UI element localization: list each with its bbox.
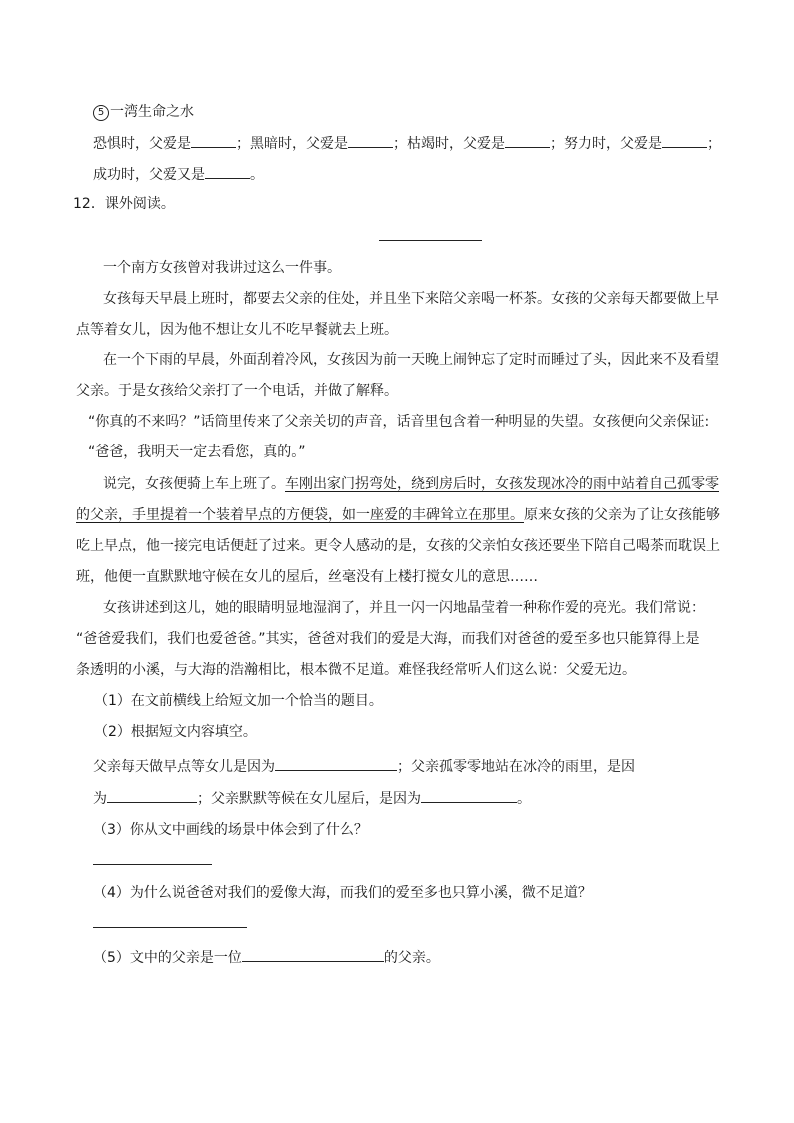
fill-text: ；父亲默默等候在女儿屋后，是因为: [197, 791, 421, 807]
question-2: （2）根据短文内容填空。: [94, 724, 257, 740]
fill-text: 。: [250, 167, 264, 183]
story-line: 点等着女儿，因为他不想让女儿不吃早餐就去上班。: [76, 322, 398, 338]
answer-blank[interactable]: [662, 132, 707, 148]
story-line: 女孩讲述到这儿，她的眼睛明显地湿润了，并且一闪一闪地晶莹着一种称作爱的亮光。我们常说：: [103, 600, 705, 616]
item-5-label: 一湾生命之水: [110, 104, 194, 120]
fill-row-2: [93, 163, 264, 183]
story-text: 说完，女孩便骑上车上班了。: [103, 476, 285, 492]
question-5: [93, 946, 440, 966]
answer-blank[interactable]: [242, 946, 384, 962]
item-5: [93, 102, 194, 122]
fill-text: ；枯竭时，父爱是: [393, 136, 505, 152]
story-line: “爸爸，我明天一定去看您，真的。”: [88, 444, 306, 460]
story-line: 班，他便一直默默地守候在女儿的屋后，丝毫没有上楼打搅女儿的意思……: [76, 569, 538, 585]
circled-number: 5: [93, 105, 109, 121]
fill-text: ；努力时，父爱是: [550, 136, 662, 152]
fill-text: ；: [707, 136, 721, 152]
title-blank[interactable]: [379, 240, 482, 241]
story-line: “爸爸爱我们，我们也爱爸爸。”其实，爸爸对我们的爱是大海，而我们对爸爸的爱至多也只能算得上是: [76, 631, 700, 647]
answer-blank[interactable]: [275, 755, 397, 771]
fill-text: ；父亲孤零零地站在冰冷的雨里，是因: [397, 759, 635, 775]
story-line: [103, 474, 719, 494]
answer-blank[interactable]: [191, 132, 236, 148]
fill-text: ；黑暗时，父爱是: [236, 136, 348, 152]
answer-blank[interactable]: [107, 787, 197, 803]
question-4: （4）为什么说爸爸对我们的爱像大海，而我们的爱至多也只算小溪，微不足道？: [93, 885, 592, 901]
fill-text: 父亲每天做早点等女儿是因为: [93, 759, 275, 775]
story-line: 条透明的小溪，与大海的浩瀚相比，根本微不足道。难怪我经常听人们这么说：父爱无边。: [76, 662, 636, 678]
underlined-scene: 车刚出家门拐弯处，绕到房后时，女孩发现冰冷的雨中站着自己孤零零: [285, 476, 719, 492]
story-line: 父亲。于是女孩给父亲打了一个电话，并做了解释。: [76, 383, 398, 399]
fill-row-1: [93, 132, 721, 152]
answer-blank[interactable]: [505, 132, 550, 148]
answer-blank[interactable]: [348, 132, 393, 148]
story-line: [76, 505, 720, 525]
fill-text: 的父亲。: [383, 950, 440, 966]
story-line: 在一个下雨的早晨，外面刮着冷风，女孩因为前一天晚上闹钟忘了定时而睡过了头，因此来不及看望: [103, 352, 719, 368]
question-1: （1）在文前横线上给短文加一个恰当的题目。: [94, 693, 383, 709]
answer-blank[interactable]: [421, 787, 517, 803]
question-3-answer-line[interactable]: [93, 864, 212, 865]
story-line: 女孩每天早晨上班时，都要去父亲的住处，并且坐下来陪父亲喝一杯茶。女孩的父亲每天都要做上早: [103, 291, 719, 307]
fill-text: （5）文中的父亲是一位: [93, 950, 242, 966]
question-2-fill-row-1: [93, 755, 635, 775]
fill-text: 恐惧时，父爱是: [93, 136, 191, 152]
answer-blank[interactable]: [205, 163, 250, 179]
story-line: 吃上早点，他一接完电话便赶了过来。更令人感动的是，女孩的父亲怕女孩还要坐下陪自己喝茶而耽误上: [76, 538, 720, 554]
story-line: “你真的不来吗？”话筒里传来了父亲关切的声音，话音里包含着一种明显的失望。女孩便向父亲保证:: [88, 414, 710, 430]
underlined-scene: 的父亲，手里提着一个装着早点的方便袋，如一座爱的丰碑耸立在那里。: [76, 507, 524, 523]
question-2-fill-row-2: [93, 787, 531, 807]
story-paragraph: 一个南方女孩曾对我讲过这么一件事。: [103, 260, 341, 276]
story-text: 原来女孩的父亲为了让女孩能够: [524, 507, 720, 523]
fill-text: 为: [93, 791, 107, 807]
question-4-answer-line[interactable]: [93, 927, 247, 928]
question-3: （3）你从文中画线的场景中体会到了什么？: [93, 822, 368, 838]
fill-text: 成功时，父爱又是: [93, 167, 205, 183]
fill-text: 。: [517, 791, 531, 807]
question-12-heading: 12．课外阅读。: [73, 196, 175, 212]
